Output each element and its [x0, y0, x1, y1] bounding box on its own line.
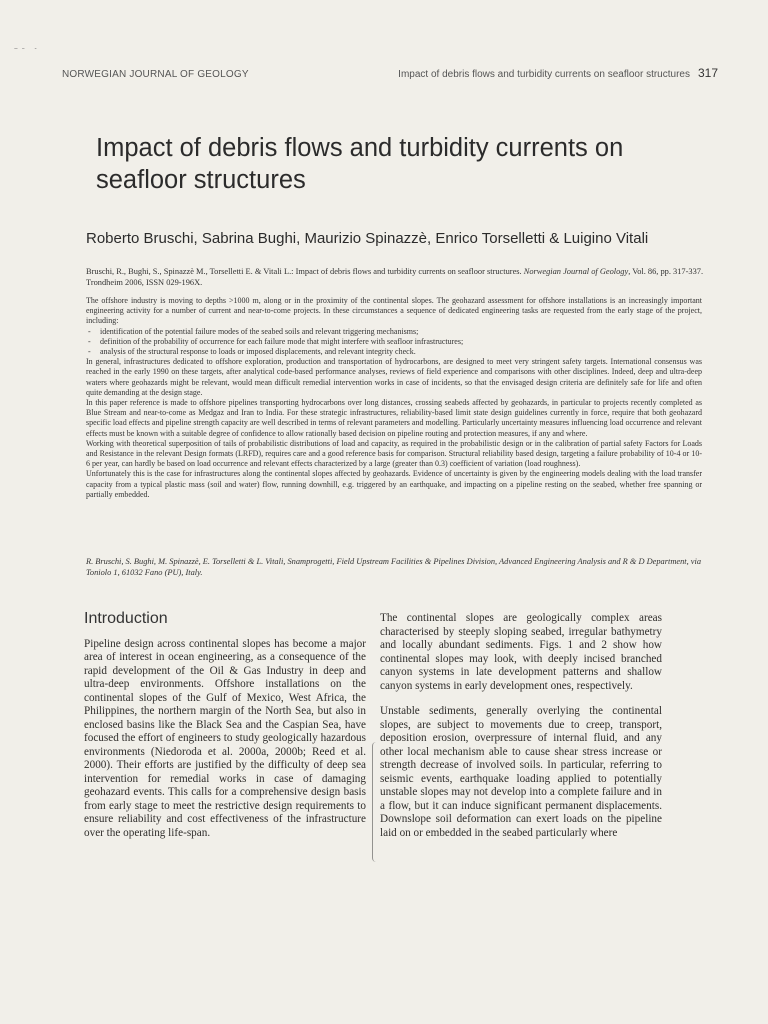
author-list: Roberto Bruschi, Sabrina Bughi, Maurizio Spinazzè, Enrico Torselletti & Luigino Vitali: [86, 230, 649, 247]
abstract-paragraph-5: Unfortunately this is the case for infrastructures along the continental slopes affected by geohazards. Evidence of uncertainty is given by the engineering models dealing with the load transfer capacity from a typical plastic mass (soil and water) flow, running downhill, e.g. triggered by an earthquake, and impacting on a pipeline resting on the seabed, whether free spanning or partially embedded.: [86, 469, 702, 499]
citation-details: , Vol. 86, pp. 317-337. Trondheim 2006, ISSN 029-196X.: [86, 267, 704, 288]
abstract-list: [86, 327, 702, 358]
citation: [86, 266, 706, 289]
introduction-paragraph-3: Unstable sediments, generally overlying the continental slopes, are subject to movements due to creep, transport, deposition erosion, overpressure of internal fluid, and any other local mechanism able to cause shear stress increase or strength decrease of involved soils. In particular, referring to seismic events, earthquake loading applied to potentially unstable slopes may not develop into a complete failure and in a flow, but it can induce significant permanent displacements. Downslope soil deformation can exert loads on the pipeline laid on or embedded in the seabed particularly where: [380, 705, 662, 839]
citation-journal: Norwegian Journal of Geology: [523, 267, 629, 276]
journal-name: NORWEGIAN JOURNAL OF GEOLOGY: [62, 69, 249, 80]
running-title: Impact of debris flows and turbidity currents on seafloor structures: [398, 69, 690, 80]
page-number: 317: [697, 66, 718, 80]
introduction-paragraph-1: Pipeline design across continental slopes has become a major area of interest in ocean engineering, as a consequence of the rapid development of the Oil & Gas Industry in deep and ultra-deep environments. Offshore installations on the continental slopes of the Gulf of Mexico, West Africa, the Philippines, the northern margin of the North Sea, but also in enclosed basins like the Black Sea and the Caspian Sea, have focused the effort of engineers to study geologically hazardous environments (Niedoroda et al. 2000a, 2000b; Reed et al. 2000). Their efforts are justified by the difficulty of deep sea intervention for remedial works in case of damaging geohazard events. This calls for a comprehensive design basis from early stage to meet the restrictive design requirements to ensure reliability and cost effectiveness of the infrastructure over the operating life-span.: [84, 637, 366, 839]
abstract-list-item: - analysis of the structural response to loads or imposed displacements, and relevant integrity check.: [86, 347, 702, 357]
citation-text: Bruschi, R., Bughi, S., Spinazzè M., Torselletti E. & Vitali L.: Impact of debris flows and turbidity currents on seafloor structures.: [86, 267, 522, 276]
scan-mark: ‒ – ‐: [14, 45, 38, 52]
introduction-paragraph-2: The continental slopes are geologically complex areas characterised by steeply sloping seabed, irregular bathymetry and locally abundant sediments. Figs. 1 and 2 show how continental slopes may look, with deeply incised branched canyon systems in late development patterns and shallow canyon systems in early development ones, respectively.: [380, 612, 662, 692]
abstract-list-item: - identification of the potential failure modes of the seabed soils and relevant triggering mechanisms;: [86, 327, 702, 337]
running-header-right: [398, 66, 718, 80]
body-column-left: [84, 612, 366, 840]
abstract-paragraph-2: In general, infrastructures dedicated to offshore exploration, production and transportation of hydrocarbons, are designed to meet very stringent safety targets. International consensus was reached in the early 1990 on these targets, after analytical code-based performance analyses, reviews of field experience and comparisons with other disciplines. Indeed, deep and ultra-deep waters where geohazards might be relevant, would mean difficult remedial intervention works in case of incidents, so that the envisaged design criteria are definitely safe for life and often quite demanding at the design stage.: [86, 357, 702, 397]
abstract-paragraph-4: Working with theoretical superposition of tails of probabilistic distributions of load and capacity, as required in the probabilistic design or in the calibration of partial safety Factors for Loads and Resistance in the relevant Design formats (LRFD), requires care and a good reference basis for comparison. Structural reliability based design, targeting a failure probability of 10-4 or 10-6 per year, can hardly be based on load occurrence and relevant effects characterized by a large (greater than 0.3) coefficient of variation (load roughness).: [86, 438, 702, 469]
abstract-paragraph-1: The offshore industry is moving to depths >1000 m, along or in the proximity of the continental slopes. The geohazard assessment for offshore installations is an increasingly important engineering activity for a number of current and near-to-come projects. In these circumstances a sequence of dedicated engineering tasks are requested from the early stage of the project, including:: [86, 296, 702, 326]
running-header: [62, 66, 718, 80]
abstract: [86, 296, 702, 500]
body-column-right: [380, 612, 662, 840]
article-title: Impact of debris flows and turbidity currents on seafloor structures: [96, 134, 624, 194]
abstract-paragraph-3: In this paper reference is made to offshore pipelines transporting hydrocarbons over long distances, crossing seabeds affected by geohazards, in particular to projects recently completed as Blue Stream and near-to-come as Medgaz and Iran to India. For these strategic infrastructures, reliability-based limit state design guidelines currently in force, require that both geohazard specific load effects and pipeline strength capacity are well described in terms of relevant parameters and modelling. Particularly uncertainty measures influencing load occurrence and relevant effects must be known with a suitable degree of confidence to allow rationally based decision on pipeline routing and protection measures, if any and where.: [86, 398, 702, 438]
abstract-list-item: - definition of the probability of occurrence for each failure mode that might interfere with seafloor infrastructures;: [86, 337, 702, 347]
margin-bracket-mark: [372, 742, 379, 862]
section-heading-introduction: Introduction: [84, 610, 168, 627]
author-affiliation: R. Bruschi, S. Bughi, M. Spinazzè, E. Torselletti & L. Vitali, Snamprogetti, Field Upstream Facilities & Pipelines Division, Advanced Engineering Analysis and R & D Department, via Toniolo 1, 61032 Fano (PU), Italy.: [86, 557, 702, 577]
